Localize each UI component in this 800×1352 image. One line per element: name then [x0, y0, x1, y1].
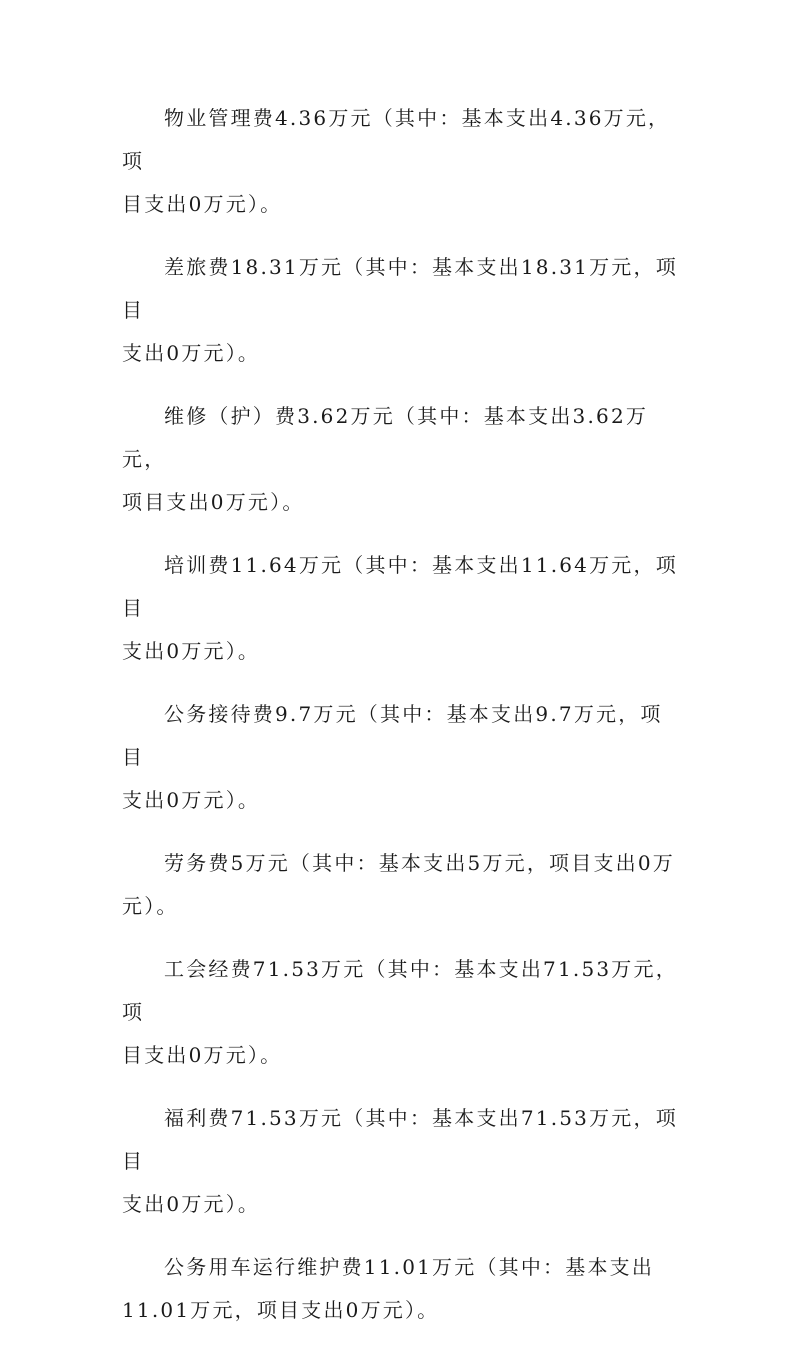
- paragraph-line: 目支出0万元）。: [122, 192, 283, 216]
- paragraph-line: 元）。: [122, 894, 179, 918]
- paragraph-line: 支出0万元）。: [122, 639, 261, 663]
- paragraph-welfare-fee: [122, 1097, 682, 1226]
- paragraph-line: 培训费11.64万元（其中：基本支出11.64万元，项目: [122, 553, 678, 620]
- paragraph-list: [122, 97, 682, 1352]
- paragraph-line: 11.01万元，项目支出0万元）。: [122, 1298, 440, 1322]
- paragraph-line: 物业管理费4.36万元（其中：基本支出4.36万元，项: [122, 106, 671, 173]
- paragraph-property-management-fee: [122, 97, 682, 226]
- paragraph-line: 福利费71.53万元（其中：基本支出71.53万元，项目: [122, 1106, 678, 1173]
- paragraph-line: 支出0万元）。: [122, 788, 261, 812]
- paragraph-line: 差旅费18.31万元（其中：基本支出18.31万元，项目: [122, 255, 678, 322]
- paragraph-maintenance-fee: [122, 395, 682, 524]
- paragraph-line: 支出0万元）。: [122, 341, 261, 365]
- paragraph-line: 项目支出0万元）。: [122, 490, 305, 514]
- paragraph-line: 公务用车运行维护费11.01万元（其中：基本支出: [164, 1255, 655, 1279]
- paragraph-travel-expense: [122, 246, 682, 375]
- paragraph-labor-fee: [122, 842, 682, 928]
- paragraph-line: 维修（护）费3.62万元（其中：基本支出3.62万元，: [122, 404, 649, 471]
- paragraph-training-fee: [122, 544, 682, 673]
- paragraph-line: 劳务费5万元（其中：基本支出5万元，项目支出0万: [164, 851, 675, 875]
- paragraph-line: 工会经费71.53万元（其中：基本支出71.53万元，项: [122, 957, 678, 1024]
- paragraph-vehicle-maintenance-fee: [122, 1246, 682, 1332]
- paragraph-official-reception-fee: [122, 693, 682, 822]
- paragraph-line: 公务接待费9.7万元（其中：基本支出9.7万元，项目: [122, 702, 663, 769]
- paragraph-line: 目支出0万元）。: [122, 1043, 283, 1067]
- paragraph-line: 支出0万元）。: [122, 1192, 261, 1216]
- paragraph-union-fee: [122, 948, 682, 1077]
